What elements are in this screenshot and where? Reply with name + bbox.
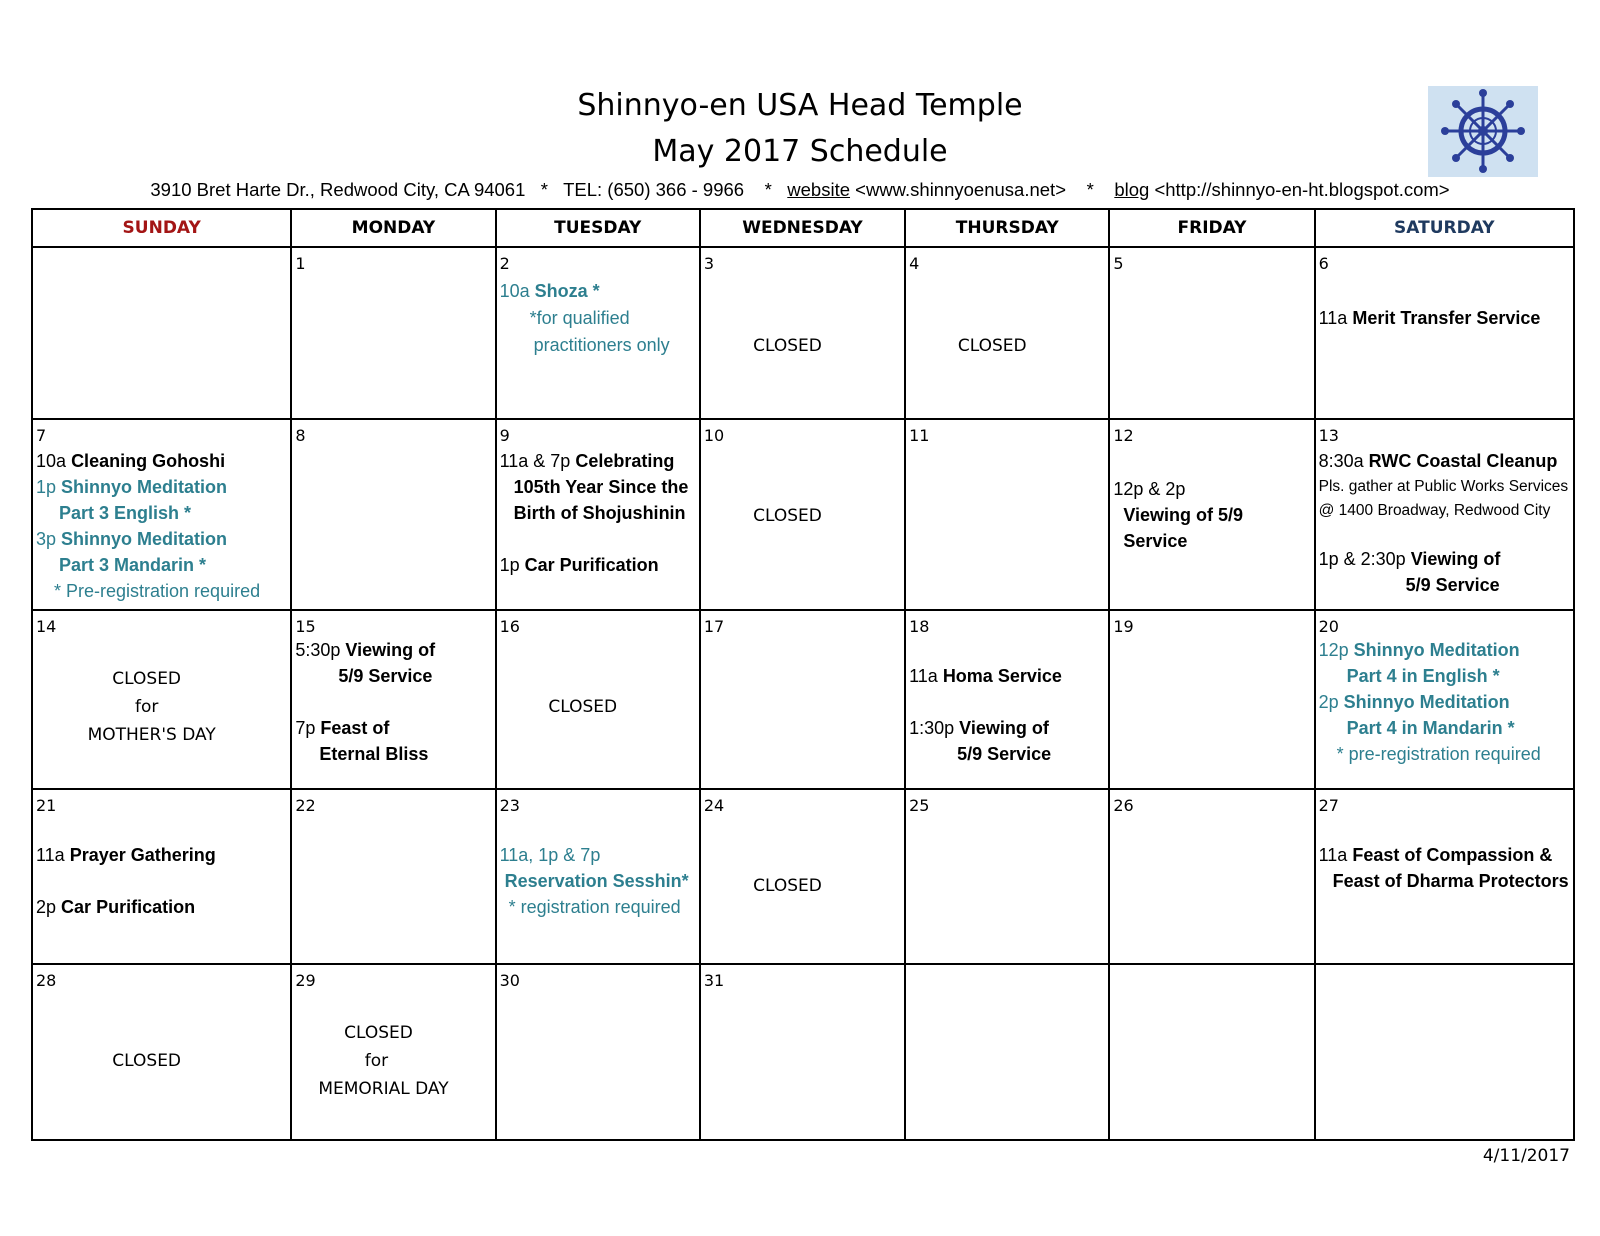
event-title-cont: Part 4 in Mandarin * xyxy=(1346,718,1515,738)
revision-date: 4/11/2017 xyxy=(1482,1146,1570,1166)
event-cleaning-gohoshi xyxy=(36,448,288,475)
event-homa-service xyxy=(909,663,1106,690)
closed-label: CLOSED xyxy=(753,336,822,356)
event-title-cont: Birth of Shojushinin xyxy=(513,503,686,523)
event-time: 10a xyxy=(36,451,67,471)
closed-label: CLOSED xyxy=(112,1051,182,1071)
day-number: 25 xyxy=(909,796,930,815)
week-row xyxy=(32,964,1574,1140)
event-time: 11a xyxy=(1318,308,1348,328)
day-cell-2 xyxy=(496,247,700,419)
event-title: Viewing of xyxy=(959,718,1049,738)
day-cell-24 xyxy=(700,789,905,964)
day-number: 3 xyxy=(703,254,715,273)
event-meditation-mandarin xyxy=(36,526,288,553)
day-cell-14 xyxy=(32,610,291,789)
day-cell-11 xyxy=(905,419,1109,610)
event-prayer-gathering xyxy=(36,842,288,869)
day-number: 18 xyxy=(909,617,930,636)
event-time: 12p xyxy=(1318,640,1349,660)
website-url: <www.shinnyoenusa.net> xyxy=(855,179,1066,200)
day-cell-22 xyxy=(291,789,495,964)
event-title-cont: Part 4 in English * xyxy=(1346,666,1500,686)
event-feast-compassion xyxy=(1319,842,1571,869)
closed-for-label: for xyxy=(134,697,159,717)
day-number: 28 xyxy=(36,971,57,990)
event-time: 1p xyxy=(499,555,520,575)
day-number: 14 xyxy=(36,617,57,636)
event-viewing: Viewing of 5/9 xyxy=(1123,505,1244,525)
day-number: 23 xyxy=(499,796,520,815)
day-number: 12 xyxy=(1113,426,1134,445)
day-number: 22 xyxy=(295,796,316,815)
event-time: 7p xyxy=(295,718,316,738)
event-title-cont: 5/9 Service xyxy=(338,666,433,686)
day-cell-13 xyxy=(1315,419,1574,610)
day-number: 15 xyxy=(295,617,316,636)
closed-label: CLOSED xyxy=(548,697,618,717)
day-cell-26 xyxy=(1109,789,1314,964)
event-meditation-english xyxy=(36,474,288,501)
day-number: 20 xyxy=(1318,617,1339,636)
blog-url: <http://shinnyo-en-ht.blogspot.com> xyxy=(1154,179,1450,200)
day-cell-8 xyxy=(291,419,495,610)
holiday-label: MOTHER'S DAY xyxy=(87,725,216,745)
event-time: 12p & 2p xyxy=(1113,479,1186,499)
day-cell-18 xyxy=(905,610,1109,789)
day-cell-empty xyxy=(32,247,291,419)
day-cell-3 xyxy=(700,247,905,419)
closed-label: CLOSED xyxy=(753,506,822,526)
day-cell-6 xyxy=(1315,247,1574,419)
day-cell-29 xyxy=(291,964,495,1140)
blog-link[interactable]: blog xyxy=(1114,179,1150,200)
website-link[interactable]: website xyxy=(787,179,851,200)
closed-label: CLOSED xyxy=(344,1023,413,1043)
day-number: 7 xyxy=(36,426,47,445)
event-time: 11a xyxy=(1318,845,1348,865)
event-viewing xyxy=(1319,546,1571,573)
weekday-tuesday: TUESDAY xyxy=(496,209,700,247)
day-number: 6 xyxy=(1318,254,1329,273)
day-number: 9 xyxy=(499,426,510,445)
day-cell-23 xyxy=(496,789,700,964)
day-number: 2 xyxy=(499,254,510,273)
event-note: * pre-registration required xyxy=(1336,744,1541,764)
closed-for-label: for xyxy=(364,1051,389,1071)
event-celebrating xyxy=(500,448,697,475)
day-cell-empty xyxy=(905,964,1109,1140)
day-number: 13 xyxy=(1318,426,1339,445)
event-note: @ 1400 Broadway, Redwood City xyxy=(1318,502,1551,519)
event-title-cont: Eternal Bliss xyxy=(319,744,429,764)
event-title: Homa Service xyxy=(942,666,1062,686)
event-title: Viewing of xyxy=(1410,549,1501,569)
day-cell-31 xyxy=(700,964,905,1140)
day-number: 17 xyxy=(703,617,725,636)
event-title: Shoza * xyxy=(534,281,600,301)
day-cell-30 xyxy=(496,964,700,1140)
event-reservation-sesshin: Reservation Sesshin* xyxy=(504,871,689,891)
event-title: RWC Coastal Cleanup xyxy=(1368,451,1558,471)
contact-line xyxy=(0,178,1600,202)
week-row xyxy=(32,419,1574,610)
event-coastal-cleanup xyxy=(1319,448,1571,475)
day-cell-1 xyxy=(291,247,495,419)
page-subtitle: May 2017 Schedule xyxy=(652,134,948,169)
weekday-thursday: THURSDAY xyxy=(905,209,1109,247)
event-time: 1p xyxy=(36,477,57,497)
event-title: Cleaning Gohoshi xyxy=(71,451,226,471)
day-cell-10 xyxy=(700,419,905,610)
weekday-monday: MONDAY xyxy=(291,209,495,247)
day-cell-empty xyxy=(1315,964,1574,1140)
day-cell-empty xyxy=(1109,964,1314,1140)
event-meditation-mandarin xyxy=(1319,689,1571,716)
day-number: 8 xyxy=(295,426,306,445)
day-number: 30 xyxy=(499,971,520,990)
event-viewing xyxy=(909,715,1106,742)
event-viewing xyxy=(295,637,492,664)
event-title-cont: 105th Year Since the xyxy=(513,477,689,497)
event-meditation-english xyxy=(1319,637,1571,664)
event-title-cont: Part 3 Mandarin * xyxy=(59,555,207,575)
event-title: Merit Transfer Service xyxy=(1352,308,1541,328)
event-title: Feast of xyxy=(320,718,390,738)
event-time: 11a xyxy=(36,845,65,865)
day-cell-7 xyxy=(32,419,291,610)
dharma-wheel-icon xyxy=(1428,86,1538,177)
week-row xyxy=(32,247,1574,419)
event-title-cont: 5/9 Service xyxy=(1405,575,1500,595)
closed-label: CLOSED xyxy=(957,336,1027,356)
event-title: Viewing of xyxy=(345,640,436,660)
day-cell-16 xyxy=(496,610,700,789)
event-title: Feast of Compassion & xyxy=(1352,845,1553,865)
day-number: 31 xyxy=(703,971,725,990)
day-number: 29 xyxy=(295,971,316,990)
event-car-purification xyxy=(500,552,697,579)
day-cell-20 xyxy=(1315,610,1574,789)
weekday-wednesday: WEDNESDAY xyxy=(700,209,905,247)
day-number: 11 xyxy=(909,426,930,445)
day-number: 4 xyxy=(909,254,920,273)
event-time: 11a, 1p & 7p xyxy=(499,845,601,865)
closed-label: CLOSED xyxy=(753,876,822,896)
week-row xyxy=(32,789,1574,964)
day-number: 27 xyxy=(1318,796,1339,815)
event-note: * registration required xyxy=(508,897,681,917)
day-cell-19 xyxy=(1109,610,1314,789)
event-time: 2p xyxy=(1318,692,1339,712)
day-cell-25 xyxy=(905,789,1109,964)
day-cell-27 xyxy=(1315,789,1574,964)
event-note: * Pre-registration required xyxy=(54,581,261,601)
event-title: Shinnyo Meditation xyxy=(1353,640,1520,660)
day-cell-5 xyxy=(1109,247,1314,419)
event-title: Shinnyo Meditation xyxy=(61,529,228,549)
event-title-cont: 5/9 Service xyxy=(957,744,1052,764)
event-car-purification xyxy=(36,894,288,921)
event-time: 8:30a xyxy=(1318,451,1364,471)
event-title: Shinnyo Meditation xyxy=(1343,692,1510,712)
page-title: Shinnyo-en USA Head Temple xyxy=(577,88,1023,123)
event-time: 3p xyxy=(36,529,57,549)
week-row xyxy=(32,610,1574,789)
day-number: 5 xyxy=(1113,254,1124,273)
holiday-label: MEMORIAL DAY xyxy=(318,1079,449,1099)
event-title: Prayer Gathering xyxy=(69,845,216,865)
separator: * xyxy=(1086,179,1094,200)
event-shoza xyxy=(500,278,697,305)
event-time: 1p & 2:30p xyxy=(1318,549,1406,569)
weekday-sunday: SUNDAY xyxy=(32,209,291,247)
day-number: 19 xyxy=(1113,617,1134,636)
day-cell-12 xyxy=(1109,419,1314,610)
weekday-header-row xyxy=(32,209,1574,247)
weekday-friday: FRIDAY xyxy=(1109,209,1314,247)
event-note: practitioners only xyxy=(533,335,670,355)
event-note: *for qualified xyxy=(529,308,630,328)
event-time: 11a & 7p xyxy=(499,451,571,471)
event-title-cont: Part 3 English * xyxy=(59,503,192,523)
temple-logo xyxy=(1428,86,1538,177)
event-time: 2p xyxy=(36,897,57,917)
event-time: 1:30p xyxy=(909,718,955,738)
day-number: 1 xyxy=(295,254,306,273)
event-title: Celebrating xyxy=(575,451,675,471)
day-cell-21 xyxy=(32,789,291,964)
event-time: 10a xyxy=(499,281,530,301)
event-title: Car Purification xyxy=(524,555,659,575)
address-text: 3910 Bret Harte Dr., Redwood City, CA 94061 * TEL: (650) 366 - 9966 * xyxy=(150,179,772,200)
closed-label: CLOSED xyxy=(112,669,182,689)
event-title: Car Purification xyxy=(61,897,196,917)
day-number: 16 xyxy=(499,617,520,636)
event-note: Pls. gather at Public Works Services xyxy=(1318,478,1569,495)
event-merit-transfer xyxy=(1319,305,1571,332)
day-number: 24 xyxy=(703,796,725,815)
day-number: 21 xyxy=(36,796,57,815)
day-number: 26 xyxy=(1113,796,1134,815)
day-cell-4 xyxy=(905,247,1109,419)
day-cell-15 xyxy=(291,610,495,789)
day-cell-28 xyxy=(32,964,291,1140)
event-title: Shinnyo Meditation xyxy=(61,477,228,497)
event-title-cont: Service xyxy=(1123,531,1188,551)
event-feast-eternal-bliss xyxy=(295,715,492,742)
day-number: 10 xyxy=(703,426,725,445)
calendar-grid xyxy=(31,208,1575,1141)
weekday-saturday: SATURDAY xyxy=(1315,209,1574,247)
day-cell-17 xyxy=(700,610,905,789)
event-time: 5:30p xyxy=(295,640,341,660)
day-cell-9 xyxy=(496,419,700,610)
event-title-cont: Feast of Dharma Protectors xyxy=(1332,871,1569,891)
event-time: 11a xyxy=(909,666,938,686)
